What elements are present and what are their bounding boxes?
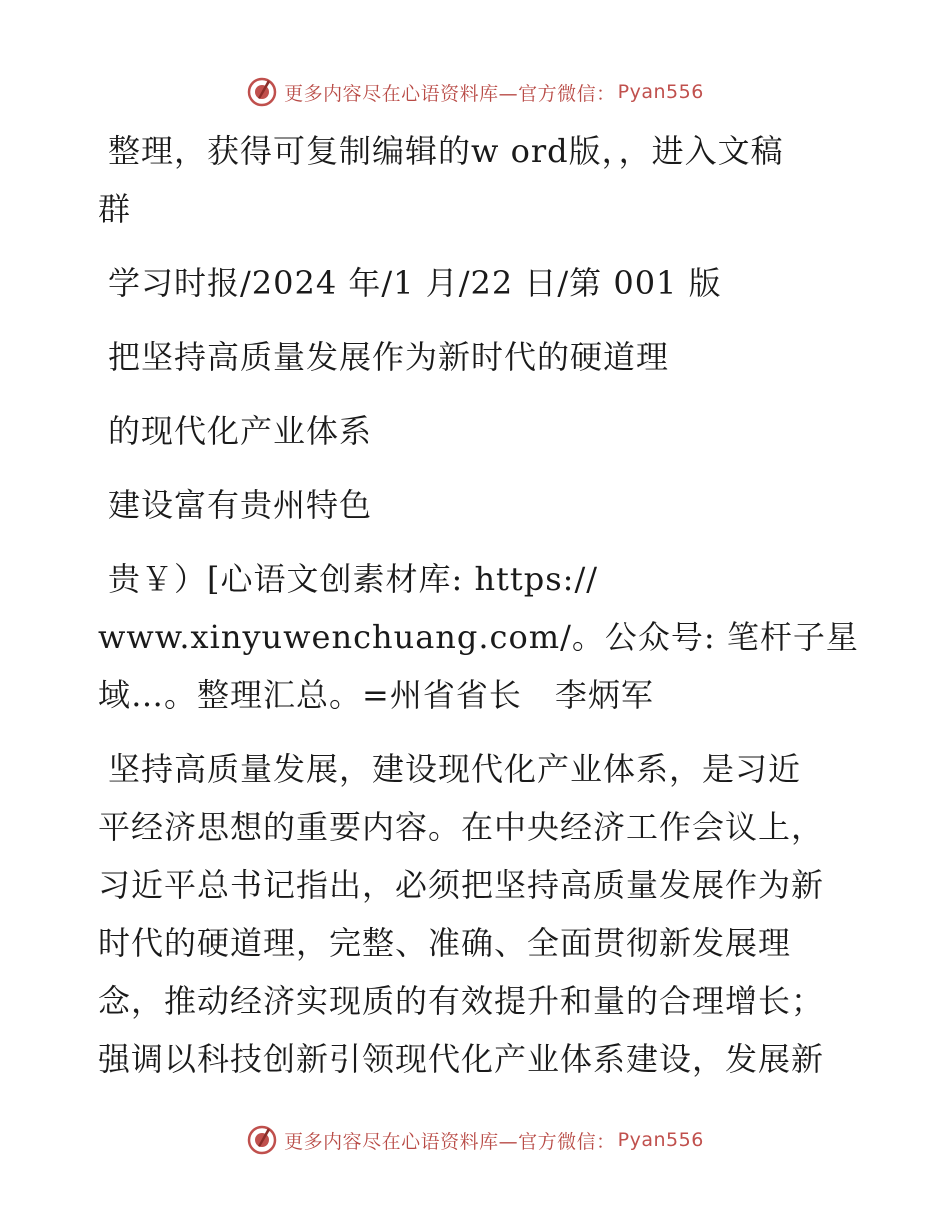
text-line: 建设富有贵州特色 [108,486,373,524]
text-line: 贵￥）[心语文创素材库: https:// [108,560,599,598]
document-body [98,122,858,1088]
watermark-text: 更多内容尽在心语资料库—官方微信： [284,82,616,105]
text-line: 域…。整理汇总。=州省省长 李炳军 [98,676,654,714]
text-line: 坚持高质量发展，建设现代化产业体系，是习近 [108,750,802,788]
watermark-wechat-id: Pyan556 [617,1129,704,1151]
text-line: 学习时报/2024 年/1 月/22 日/第 001 版 [108,264,722,302]
watermark-text: 更多内容尽在心语资料库—官方微信： [284,1130,616,1153]
text-line: 念，推动经济实现质的有效提升和量的合理增长； [98,982,825,1020]
quill-logo-icon [246,1124,278,1156]
text-line: 强调以科技创新引领现代化产业体系建设，发展新 [98,1040,825,1078]
header-watermark [0,72,950,112]
text-line: www.xinyuwenchuang.com/。公众号: 笔杆子星 [98,618,859,656]
quill-logo-icon [246,76,278,108]
text-line: 习近平总书记指出，必须把坚持高质量发展作为新 [98,866,825,904]
watermark-wechat-id: Pyan556 [617,81,704,103]
text-line: 把坚持高质量发展作为新时代的硬道理 [108,338,670,376]
text-line: 群 [98,190,132,228]
footer-watermark [0,1120,950,1160]
text-line: 的现代化产业体系 [108,412,373,450]
text-line: 平经济思想的重要内容。在中央经济工作会议上， [98,808,825,846]
text-line: 整理，获得可复制编辑的w ord版，，进入文稿 [108,132,784,170]
text-line: 时代的硬道理，完整、准确、全面贯彻新发展理 [98,924,792,962]
